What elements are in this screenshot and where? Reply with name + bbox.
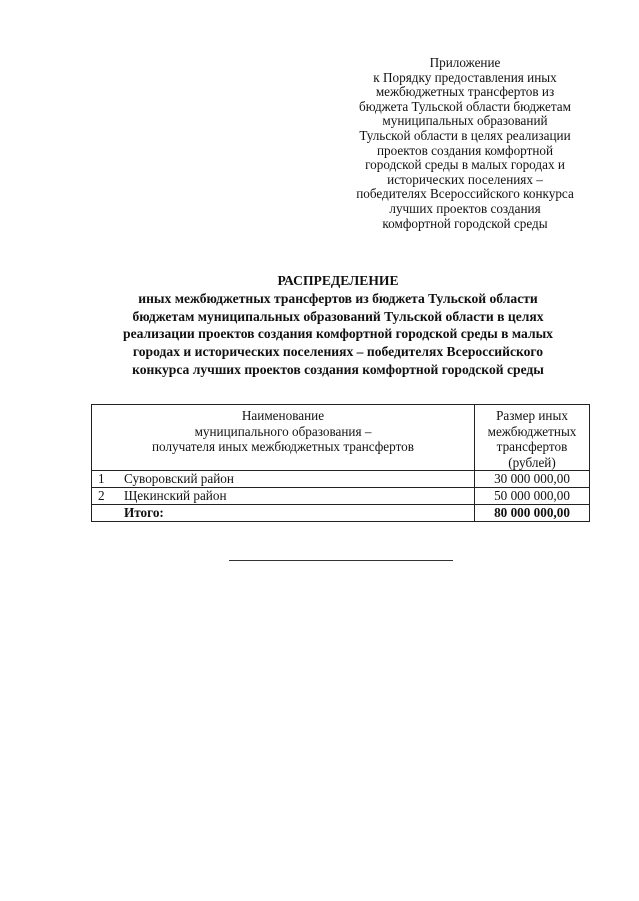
title-line: иных межбюджетных трансфертов из бюджета Тульской области — [138, 290, 538, 306]
header-name-cell — [92, 405, 475, 471]
row-number: 1 — [92, 471, 121, 488]
header-amount-line: межбюджетных — [487, 423, 577, 439]
document-title — [88, 272, 588, 379]
appendix-line: Тульской области в целях реализации — [359, 127, 571, 143]
table-total-row — [92, 505, 590, 522]
row-amount: 50 000 000,00 — [475, 488, 590, 505]
appendix-line: исторических поселениях – — [387, 171, 543, 187]
appendix-line: комфортной городской среды — [382, 215, 548, 231]
total-number-cell — [92, 505, 121, 522]
appendix-line: городской среды в малых городах и — [365, 157, 565, 173]
appendix-line: проектов создания комфортной — [376, 142, 554, 158]
title-heading: РАСПРЕДЕЛЕНИЕ — [277, 273, 399, 288]
end-divider — [229, 560, 453, 561]
table-row — [92, 471, 590, 488]
row-name: Суворовский район — [120, 471, 475, 488]
row-number: 2 — [92, 488, 121, 505]
total-label: Итого: — [120, 505, 475, 522]
title-line: конкурса лучших проектов создания комфортной городской среды — [132, 361, 544, 377]
appendix-line: победителях Всероссийского конкурса — [356, 186, 574, 202]
header-name-line: получателя иных межбюджетных трансфертов — [152, 439, 414, 454]
distribution-table — [91, 404, 590, 522]
header-name-line: Наименование — [241, 408, 325, 423]
title-line: бюджетам муниципальных образований Тульской области в целях — [132, 308, 544, 324]
header-amount-cell — [475, 405, 590, 471]
header-amount-line: (рублей) — [508, 454, 556, 470]
table-header-row — [92, 405, 590, 471]
row-amount: 30 000 000,00 — [475, 471, 590, 488]
header-name-line: муниципального образования – — [194, 423, 372, 439]
appendix-line: Приложение — [429, 55, 501, 70]
appendix-line: лучших проектов создания — [389, 200, 541, 216]
header-amount-line: Размер иных — [496, 408, 568, 423]
appendix-line: муниципальных образований — [382, 113, 548, 129]
appendix-line: межбюджетных трансфертов из — [375, 84, 555, 100]
appendix-note — [338, 56, 592, 231]
header-amount-line: трансфертов — [496, 439, 568, 454]
row-name: Щекинский район — [120, 488, 475, 505]
table-row — [92, 488, 590, 505]
total-amount: 80 000 000,00 — [475, 505, 590, 522]
appendix-line: к Порядку предоставления иных — [373, 69, 557, 85]
appendix-line: бюджета Тульской области бюджетам — [359, 98, 571, 114]
title-line: реализации проектов создания комфортной городской среды в малых — [123, 326, 553, 342]
title-line: городах и исторических поселениях – победителях Всероссийского — [132, 344, 544, 360]
